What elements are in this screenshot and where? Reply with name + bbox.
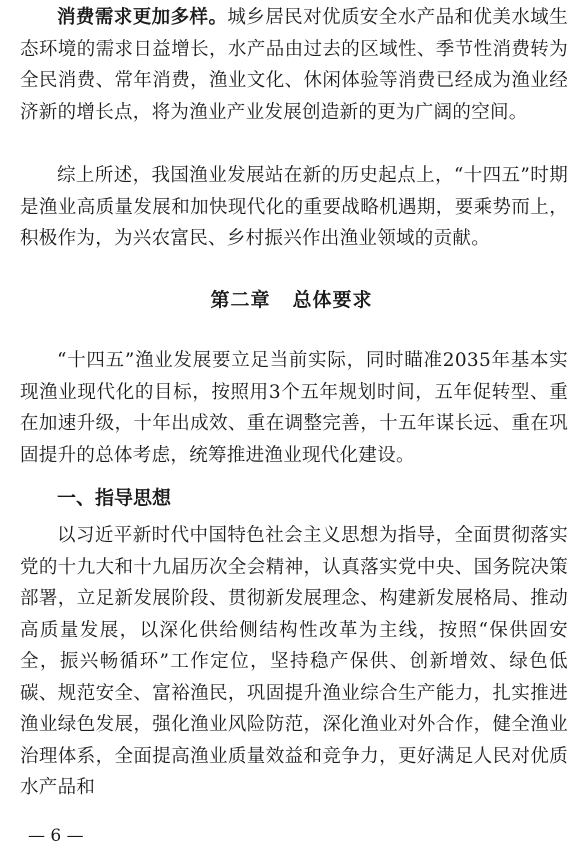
chapter-number: 第二章 <box>210 289 271 311</box>
paragraph-guiding-ideology: 以习近平新时代中国特色社会主义思想为指导，全面贯彻落实党的十九大和十九届历次全会精神，认真落实党中央、国务院决策部署，立足新发展阶段、贯彻新发展理念、构建新发展格局、推动高质量发展，以深化供给侧结构性改革为主线，按照“保供固安全，振兴畅循环”工作定位，坚持稳产保供、创新增效、绿色低碳、规范安全、富裕渔民，巩固提升渔业综合生产能力，扎实推进渔业绿色发展，强化渔业风险防范，深化渔业对外合作，健全渔业治理体系，全面提高渔业质量效益和竞争力，更好满足人民对优质水产品和 <box>20 525 568 798</box>
page-number: — 6 — <box>28 826 84 846</box>
chapter-heading <box>0 285 583 312</box>
section-heading: 一、指导思想 <box>57 487 172 509</box>
paragraph-consumption-demand <box>20 2 568 128</box>
paragraph-body: 城乡居民对优质安全水产品和优美水域生态环境的需求日益增长，水产品由过去的区域性、季节性消费转为全民消费、常年消费，渔业文化、休闲体验等消费已经成为渔业经济新的增长点，将为渔业产业发展创造新的更为广阔的空间。 <box>20 7 568 123</box>
paragraph-chapter-intro: “十四五”渔业发展要立足当前实际，同时瞄准2035年基本实现渔业现代化的目标，按照用3个五年规划时间，五年促转型、重在加速升级，十年出成效、重在调整完善，十五年谋长远、重在巩固提升的总体考虑，统筹推进渔业现代化建设。 <box>20 350 568 466</box>
paragraph-lead-bold: 消费需求更加多样。 <box>57 7 228 28</box>
paragraph-summary: 综上所述，我国渔业发展站在新的历史起点上，“十四五”时期是渔业高质量发展和加快现代化的重要战略机遇期，要乘势而上，积极作为，为兴农富民、乡村振兴作出渔业领域的贡献。 <box>20 165 568 249</box>
chapter-title: 总体要求 <box>292 289 373 311</box>
